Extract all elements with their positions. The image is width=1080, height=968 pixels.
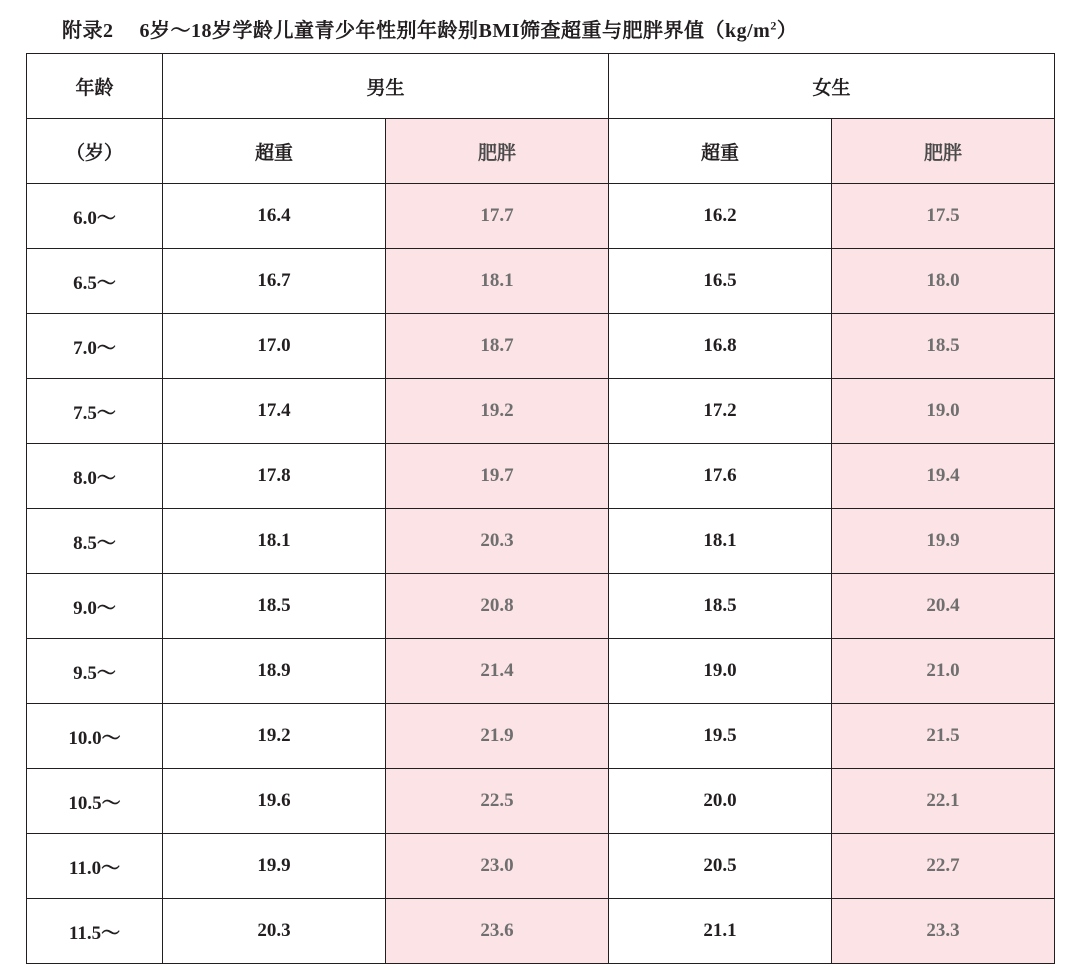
cell-boy-obese: 17.7	[386, 184, 609, 249]
cell-girl-obese: 21.0	[832, 639, 1055, 704]
cell-age: 7.5～	[27, 379, 163, 444]
cell-boy-obese: 23.6	[386, 899, 609, 964]
cell-age: 10.0～	[27, 704, 163, 769]
cell-girl-obese: 20.4	[832, 574, 1055, 639]
cell-boy-obese: 22.5	[386, 769, 609, 834]
age-header-line2: （岁）	[27, 119, 163, 184]
table-row	[27, 509, 1055, 574]
column-header-girl-overweight: 超重	[609, 119, 832, 184]
cell-boy-overweight: 17.4	[163, 379, 386, 444]
table-row	[27, 184, 1055, 249]
column-header-boy-overweight: 超重	[163, 119, 386, 184]
cell-boy-obese: 23.0	[386, 834, 609, 899]
appendix-label: 附录2	[62, 20, 114, 42]
cell-boy-overweight: 18.9	[163, 639, 386, 704]
cell-boy-overweight: 19.9	[163, 834, 386, 899]
cell-age: 10.5～	[27, 769, 163, 834]
group-header-girls: 女生	[609, 54, 1055, 119]
cell-girl-overweight: 18.5	[609, 574, 832, 639]
age-header-line1: 年龄	[27, 54, 163, 119]
cell-boy-overweight: 19.6	[163, 769, 386, 834]
table-row	[27, 314, 1055, 379]
cell-girl-obese: 17.5	[832, 184, 1055, 249]
bmi-cutoff-table	[26, 53, 1055, 964]
cell-girl-overweight: 20.0	[609, 769, 832, 834]
cell-girl-overweight: 21.1	[609, 899, 832, 964]
cell-boy-overweight: 20.3	[163, 899, 386, 964]
table-row	[27, 249, 1055, 314]
cell-boy-obese: 19.7	[386, 444, 609, 509]
cell-age: 7.0～	[27, 314, 163, 379]
cell-girl-overweight: 17.6	[609, 444, 832, 509]
cell-age: 8.0～	[27, 444, 163, 509]
cell-girl-overweight: 19.0	[609, 639, 832, 704]
table-row	[27, 379, 1055, 444]
cell-boy-overweight: 18.5	[163, 574, 386, 639]
cell-girl-obese: 23.3	[832, 899, 1055, 964]
cell-girl-overweight: 16.5	[609, 249, 832, 314]
cell-girl-obese: 19.0	[832, 379, 1055, 444]
cell-girl-obese: 22.1	[832, 769, 1055, 834]
cell-age: 11.0～	[27, 834, 163, 899]
column-header-boy-obese: 肥胖	[386, 119, 609, 184]
table-row	[27, 769, 1055, 834]
cell-girl-obese: 18.5	[832, 314, 1055, 379]
table-head	[27, 54, 1055, 184]
cell-boy-obese: 19.2	[386, 379, 609, 444]
cell-age: 6.5～	[27, 249, 163, 314]
title-text	[140, 14, 798, 43]
table-row	[27, 639, 1055, 704]
cell-girl-obese: 18.0	[832, 249, 1055, 314]
title-superscript: 2	[770, 18, 777, 33]
cell-girl-overweight: 18.1	[609, 509, 832, 574]
title-main: 6岁～18岁学龄儿童青少年性别年龄别BMI筛查超重与肥胖界值（kg/m	[139, 20, 771, 42]
cell-girl-overweight: 20.5	[609, 834, 832, 899]
table-row	[27, 704, 1055, 769]
cell-girl-overweight: 19.5	[609, 704, 832, 769]
cell-age: 9.5～	[27, 639, 163, 704]
table-body	[27, 184, 1055, 964]
table-row	[27, 574, 1055, 639]
cell-girl-overweight: 16.8	[609, 314, 832, 379]
cell-boy-obese: 21.4	[386, 639, 609, 704]
cell-boy-obese: 18.7	[386, 314, 609, 379]
cell-boy-overweight: 16.7	[163, 249, 386, 314]
cell-girl-overweight: 16.2	[609, 184, 832, 249]
title-closing-paren: ）	[776, 20, 798, 42]
table-row	[27, 834, 1055, 899]
cell-boy-overweight: 19.2	[163, 704, 386, 769]
table-header-row-2	[27, 119, 1055, 184]
group-header-boys: 男生	[163, 54, 609, 119]
column-header-girl-obese: 肥胖	[832, 119, 1055, 184]
cell-girl-obese: 22.7	[832, 834, 1055, 899]
cell-boy-overweight: 17.0	[163, 314, 386, 379]
cell-girl-obese: 19.9	[832, 509, 1055, 574]
cell-age: 11.5～	[27, 899, 163, 964]
cell-girl-overweight: 17.2	[609, 379, 832, 444]
cell-boy-obese: 18.1	[386, 249, 609, 314]
cell-boy-overweight: 16.4	[163, 184, 386, 249]
table-row	[27, 444, 1055, 509]
cell-boy-overweight: 18.1	[163, 509, 386, 574]
cell-age: 8.5～	[27, 509, 163, 574]
cell-girl-obese: 19.4	[832, 444, 1055, 509]
cell-girl-obese: 21.5	[832, 704, 1055, 769]
cell-boy-obese: 21.9	[386, 704, 609, 769]
table-row	[27, 899, 1055, 964]
cell-boy-overweight: 17.8	[163, 444, 386, 509]
cell-boy-obese: 20.3	[386, 509, 609, 574]
cell-boy-obese: 20.8	[386, 574, 609, 639]
page-title	[0, 0, 1080, 53]
cell-age: 6.0～	[27, 184, 163, 249]
table-header-row-1	[27, 54, 1055, 119]
cell-age: 9.0～	[27, 574, 163, 639]
